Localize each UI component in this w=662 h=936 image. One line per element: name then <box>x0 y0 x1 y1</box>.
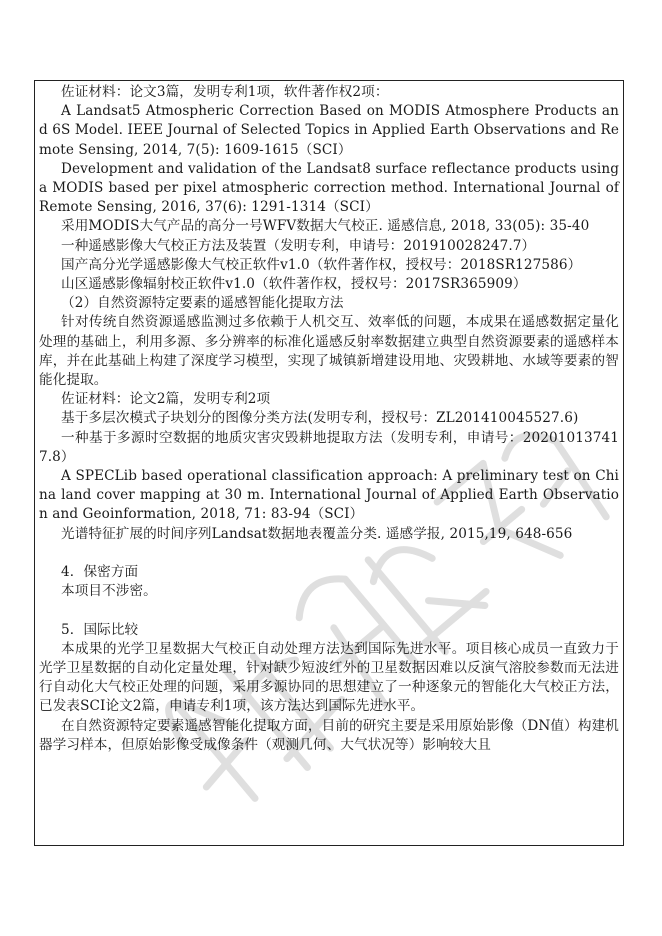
software-gf-correction: 国产高分光学遥感影像大气校正软件v1.0（软件著作权，授权号：2018SR127586） <box>61 256 582 273</box>
software-mountain-correction: 山区遥感影像辐射校正软件v1.0（软件著作权，授权号：2017SR365909） <box>61 276 527 293</box>
reference-gf1-wfv: 采用MODIS大气产品的高分一号WFV数据大气校正. 遥感信息, 2018, 33(05): 35-40 <box>61 218 590 235</box>
reference-landsat5: A Landsat5 Atmospheric Correction Based on MODIS Atmosphere Products and 6S Model. IEEE Journal of Selected Topics in Applied Earth Observations and Remote Sensing, 2014, 7(5): 1609-1615（SCI） <box>39 103 619 158</box>
spacer <box>39 601 619 620</box>
content-table-cell <box>34 80 624 846</box>
reference-speclib: A SPECLib based operational classification approach: A preliminary test on China land cover mapping at 30 m. International Journal of Applied Earth Observation and Geoinformation, 2018, 71: 83-94（SCI） <box>39 468 619 523</box>
international-comparison-2: 在自然资源特定要素遥感智能化提取方面，目前的研究主要是采用原始影像（DN值）构建机器学习样本，但原始影像受成像条件（观测几何、大气状况等）影响较大且 <box>39 717 619 753</box>
evidence-summary-1: 佐证材料：论文3篇，发明专利1项，软件著作权2项： <box>61 84 389 100</box>
patent-farmland-extraction: 一种基于多源时空数据的地质灾害灾毁耕地提取方法（发明专利，申请号：202010137417.8） <box>39 429 619 465</box>
spacer <box>39 544 619 563</box>
section-heading-5: 5．国际比较 <box>61 621 139 638</box>
document-body <box>39 83 619 755</box>
patent-atmospheric-correction: 一种遥感影像大气校正方法及装置（发明专利，申请号：201910028247.7） <box>61 237 536 254</box>
patent-image-classification: 基于多层次模式子块划分的图像分类方法(发明专利，授权号：ZL201410045527.6) <box>61 410 579 427</box>
section-2-description: 针对传统自然资源遥感监测过多依赖于人机交互、效率低的问题，本成果在遥感数据定量化处理的基础上，利用多源、多分辨率的标准化遥感反射率数据建立典型自然资源要素的遥感样本库，并在此基础上构建了深度学习模型，实现了城镇新增建设用地、灾毁耕地、水域等要素的智能化提取。 <box>39 314 619 389</box>
confidentiality-statement: 本项目不涉密。 <box>61 583 157 600</box>
evidence-summary-2: 佐证材料：论文2篇，发明专利2项 <box>61 391 271 408</box>
reference-landsat-classification: 光谱特征扩展的时间序列Landsat数据地表覆盖分类. 遥感学报, 2015,19, 648-656 <box>61 525 573 542</box>
international-comparison-1: 本成果的光学卫星数据大气校正自动处理方法达到国际先进水平。项目核心成员一直致力于光学卫星数据的自动化定量处理，针对缺少短波红外的卫星数据因难以反演气溶胶参数而无法进行自动化大气校正处理的问题，采用多源协同的思想建立了一种逐象元的智能化大气校正方法，已发表SCI论文2篇，申请专利1项，该方法达到国际先进水平。 <box>39 640 619 715</box>
reference-landsat8: Development and validation of the Landsat8 surface reflectance products using a MODIS based per pixel atmospheric correction method. International Journal of Remote Sensing, 2016, 37(6): 1291-1314（SCI） <box>39 160 619 216</box>
section-heading-4: 4．保密方面 <box>61 564 139 581</box>
section-heading-2: （2）自然资源特定要素的遥感智能化提取方法 <box>61 295 344 312</box>
